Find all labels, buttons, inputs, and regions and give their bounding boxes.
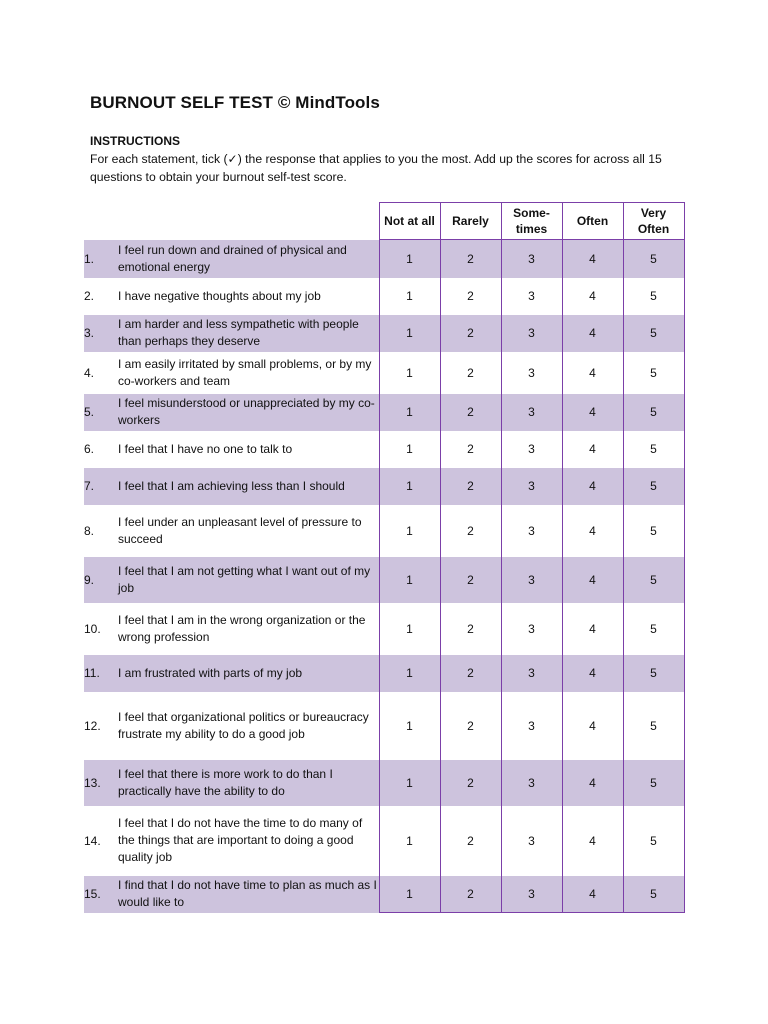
score-option[interactable]: 1 xyxy=(379,760,440,806)
score-option[interactable]: 2 xyxy=(440,806,501,876)
score-option[interactable]: 3 xyxy=(501,876,562,913)
statement-text: I feel that I am not getting what I want out of my job xyxy=(118,557,379,603)
statement-number: 10. xyxy=(84,621,101,636)
statement-text: I feel misunderstood or unappreciated by my co-workers xyxy=(118,394,379,431)
score-option[interactable]: 4 xyxy=(562,655,623,692)
statement-text: I feel that I am achieving less than I should xyxy=(118,468,379,505)
table-row xyxy=(84,468,684,505)
header-row xyxy=(84,203,684,240)
statement-number: 4. xyxy=(84,365,95,380)
column-header-rarely: Rarely xyxy=(440,203,501,240)
score-option[interactable]: 3 xyxy=(501,315,562,352)
table-row xyxy=(84,315,684,352)
score-option[interactable]: 3 xyxy=(501,760,562,806)
score-option[interactable]: 4 xyxy=(562,557,623,603)
score-option[interactable]: 2 xyxy=(440,760,501,806)
score-option[interactable]: 1 xyxy=(379,315,440,352)
table-row xyxy=(84,876,684,913)
score-option[interactable]: 1 xyxy=(379,806,440,876)
header-blank xyxy=(118,203,379,240)
score-option[interactable]: 4 xyxy=(562,692,623,760)
score-option[interactable]: 5 xyxy=(623,876,684,913)
score-option[interactable]: 5 xyxy=(623,240,684,278)
score-option[interactable]: 1 xyxy=(379,394,440,431)
score-option[interactable]: 3 xyxy=(501,557,562,603)
statement-number: 14. xyxy=(84,833,101,848)
page-title: BURNOUT SELF TEST © MindTools xyxy=(90,93,380,112)
score-option[interactable]: 4 xyxy=(562,505,623,557)
statement-number: 5. xyxy=(84,394,118,431)
statement-number: 6. xyxy=(84,442,95,456)
score-option[interactable]: 5 xyxy=(623,315,684,352)
statement-text: I feel under an unpleasant level of pressure to succeed xyxy=(118,505,379,557)
statement-text: I feel that I do not have the time to do many of the things that are important to doing a good quality job xyxy=(118,806,379,876)
score-option[interactable]: 3 xyxy=(501,394,562,431)
score-option[interactable]: 1 xyxy=(379,468,440,505)
score-option[interactable]: 1 xyxy=(379,603,440,655)
statement-number: 13. xyxy=(84,760,118,806)
score-option[interactable]: 5 xyxy=(623,431,684,468)
column-header-not-at-all: Not at all xyxy=(379,203,440,240)
score-option[interactable]: 2 xyxy=(440,876,501,913)
score-option[interactable]: 5 xyxy=(623,505,684,557)
score-option[interactable]: 5 xyxy=(623,468,684,505)
statement-text: I am harder and less sympathetic with people than perhaps they deserve xyxy=(118,315,379,352)
statement-number: 11. xyxy=(84,655,118,692)
statement-number: 1. xyxy=(84,240,118,278)
score-option[interactable]: 2 xyxy=(440,352,501,394)
column-header-often: Often xyxy=(562,203,623,240)
statement-text: I have negative thoughts about my job xyxy=(118,278,379,315)
statement-text: I feel that organizational politics or bureaucracy frustrate my ability to do a good job xyxy=(118,692,379,760)
table-row xyxy=(84,505,684,557)
score-option[interactable]: 5 xyxy=(623,278,684,315)
statement-number: 8. xyxy=(84,523,95,538)
statement-text: I am frustrated with parts of my job xyxy=(118,655,379,692)
score-option[interactable]: 3 xyxy=(501,278,562,315)
table-row xyxy=(84,655,684,692)
score-option[interactable]: 4 xyxy=(562,352,623,394)
score-option[interactable]: 4 xyxy=(562,240,623,278)
burnout-survey-table xyxy=(84,202,685,913)
score-option[interactable]: 1 xyxy=(379,431,440,468)
score-option[interactable]: 2 xyxy=(440,394,501,431)
score-option[interactable]: 4 xyxy=(562,315,623,352)
table-row xyxy=(84,760,684,806)
score-option[interactable]: 4 xyxy=(562,876,623,913)
score-option[interactable]: 2 xyxy=(440,468,501,505)
score-option[interactable]: 5 xyxy=(623,692,684,760)
score-option[interactable]: 2 xyxy=(440,505,501,557)
table-row xyxy=(84,240,684,278)
header-blank xyxy=(84,203,118,240)
score-option[interactable]: 4 xyxy=(562,760,623,806)
score-option[interactable]: 5 xyxy=(623,603,684,655)
score-option[interactable]: 3 xyxy=(501,240,562,278)
score-option[interactable]: 2 xyxy=(440,431,501,468)
table-row xyxy=(84,352,684,394)
score-option[interactable]: 4 xyxy=(562,806,623,876)
score-option[interactable]: 1 xyxy=(379,278,440,315)
score-option[interactable]: 1 xyxy=(379,352,440,394)
score-option[interactable]: 3 xyxy=(501,505,562,557)
score-option[interactable]: 2 xyxy=(440,278,501,315)
table-row xyxy=(84,278,684,315)
statement-text: I feel that there is more work to do than I practically have the ability to do xyxy=(118,760,379,806)
score-option[interactable]: 5 xyxy=(623,806,684,876)
statement-number: 9. xyxy=(84,557,118,603)
score-option[interactable]: 1 xyxy=(379,692,440,760)
score-option[interactable]: 5 xyxy=(623,760,684,806)
table-row xyxy=(84,603,684,655)
instructions-heading: INSTRUCTIONS xyxy=(90,134,180,148)
statement-text: I feel that I am in the wrong organization or the wrong profession xyxy=(118,603,379,655)
statement-text: I feel run down and drained of physical and emotional energy xyxy=(118,240,379,278)
score-option[interactable]: 1 xyxy=(379,240,440,278)
statement-text: I feel that I have no one to talk to xyxy=(118,431,379,468)
table-row xyxy=(84,394,684,431)
score-option[interactable]: 2 xyxy=(440,240,501,278)
score-option[interactable]: 5 xyxy=(623,394,684,431)
score-option[interactable]: 3 xyxy=(501,806,562,876)
score-option[interactable]: 4 xyxy=(562,468,623,505)
score-option[interactable]: 5 xyxy=(623,352,684,394)
score-option[interactable]: 3 xyxy=(501,692,562,760)
score-option[interactable]: 4 xyxy=(562,603,623,655)
table-row xyxy=(84,557,684,603)
instructions-text: For each statement, tick (✓) the response that applies to you the most. Add up the scores for across all 15 questions to obtain your burnout self-test score. xyxy=(90,152,662,184)
table-row xyxy=(84,692,684,760)
score-option[interactable]: 3 xyxy=(501,603,562,655)
statement-number: 2. xyxy=(84,289,95,303)
table-row xyxy=(84,431,684,468)
score-option[interactable]: 2 xyxy=(440,692,501,760)
table-row xyxy=(84,806,684,876)
score-option[interactable]: 3 xyxy=(501,468,562,505)
column-header-very-often: Very Often xyxy=(623,203,684,240)
column-header-sometimes: Some-times xyxy=(501,203,562,240)
score-option[interactable]: 2 xyxy=(440,557,501,603)
score-option[interactable]: 2 xyxy=(440,315,501,352)
statement-number: 15. xyxy=(84,876,118,913)
score-option[interactable]: 1 xyxy=(379,655,440,692)
score-option[interactable]: 3 xyxy=(501,352,562,394)
score-option[interactable]: 4 xyxy=(562,278,623,315)
statement-text: I am easily irritated by small problems, or by my co-workers and team xyxy=(118,352,379,394)
score-option[interactable]: 5 xyxy=(623,557,684,603)
score-option[interactable]: 2 xyxy=(440,655,501,692)
score-option[interactable]: 1 xyxy=(379,876,440,913)
statement-number: 12. xyxy=(84,718,101,733)
statement-text: I find that I do not have time to plan as much as I would like to xyxy=(118,876,379,913)
statement-number: 7. xyxy=(84,468,118,505)
statement-number: 3. xyxy=(84,315,118,352)
score-option[interactable]: 4 xyxy=(562,394,623,431)
score-option[interactable]: 3 xyxy=(501,655,562,692)
score-option[interactable]: 3 xyxy=(501,431,562,468)
score-option[interactable]: 2 xyxy=(440,603,501,655)
score-option[interactable]: 5 xyxy=(623,655,684,692)
score-option[interactable]: 1 xyxy=(379,505,440,557)
score-option[interactable]: 1 xyxy=(379,557,440,603)
score-option[interactable]: 4 xyxy=(562,431,623,468)
